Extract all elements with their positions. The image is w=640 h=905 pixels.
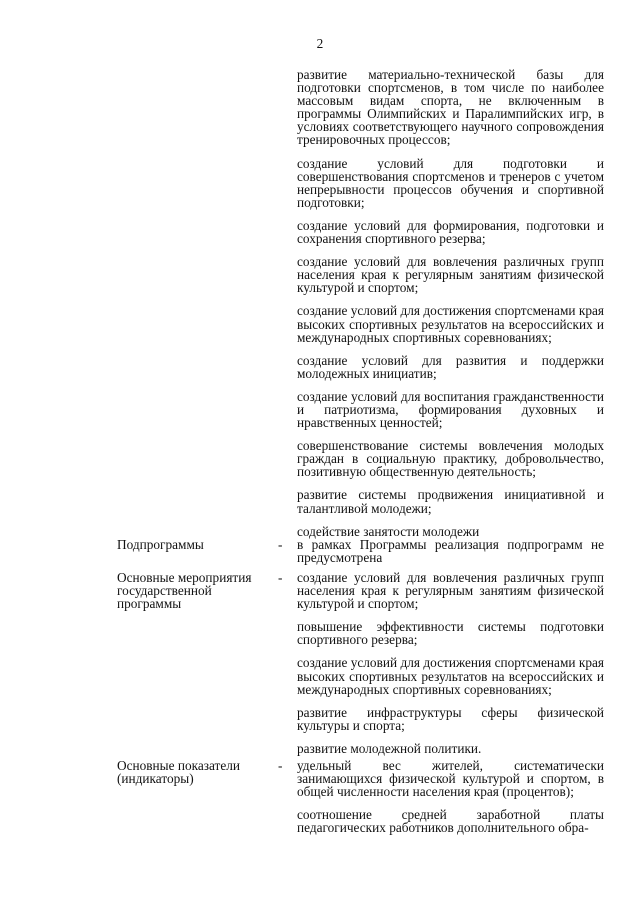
paragraph: в рамках Программы реализация подпрограмм не предусмотрена	[297, 537, 604, 566]
page-number: 2	[316, 36, 324, 51]
row-content-main-activities	[297, 571, 604, 765]
paragraph: развитие молодежной политики.	[297, 740, 482, 756]
paragraph: совершенствование системы вовлечения молодых граждан в социальную практику, добровольчество, позитивную общественную деятельность;	[297, 438, 604, 480]
paragraph: содействие занятости молодежи	[297, 523, 480, 539]
row-label-indicators: Основные показатели (индикаторы)	[117, 758, 241, 787]
row-dash: -	[278, 537, 283, 552]
row-content-indicators	[297, 759, 604, 844]
paragraph: создание условий для формирования, подготовки и сохранения спортивного резерва;	[297, 217, 604, 247]
row-label-main-activities: Основные мероприятия государственной программы	[117, 570, 252, 612]
objectives-continued	[297, 68, 604, 548]
row-dash: -	[278, 758, 283, 773]
paragraph: удельный вес жителей, систематически занимающихся физической культурой и спортом, в общей численности населения края (процентов);	[297, 758, 604, 800]
paragraph: создание условий для подготовки и совершенствования спортсменов и тренеров с учетом непрерывности процессов обучения и спортивной подготовки;	[297, 155, 604, 210]
paragraph: создание условий для достижения спортсменами края высоких спортивных результатов на всероссийских и международных спортивных соревнованиях;	[297, 303, 604, 345]
paragraph: развитие материально-технической базы для подготовки спортсменов, в том числе по наиболее массовым видам спорта, не включенным в программы Олимпийских и Паралимпийских игр, в условиях соответствующего научного сопровождения тренировочных процессов;	[297, 67, 604, 148]
paragraph: создание условий для воспитания гражданственности и патриотизма, формирования духовных и нравственных ценностей;	[297, 388, 604, 431]
paragraph: создание условий для достижения спортсменами края высоких спортивных результатов на всероссийских и международных спортивных соревнованиях;	[297, 655, 604, 697]
paragraph: развитие инфраструктуры сферы физической культуры и спорта;	[297, 704, 604, 733]
paragraph: развитие системы продвижения инициативной и талантливой молодежи;	[297, 487, 604, 516]
paragraph: создание условий для развития и поддержки молодежных инициатив;	[297, 352, 604, 381]
paragraph: создание условий для вовлечения различных групп населения края к регулярным занятиям физической культурой и спортом;	[297, 254, 604, 296]
paragraph: повышение эффективности системы подготовки спортивного резерва;	[297, 619, 604, 648]
paragraph: создание условий для вовлечения различных групп населения края к регулярным занятиям физической культурой и спортом;	[297, 570, 604, 612]
paragraph: соотношение средней заработной платы педагогических работников дополнительного обра-	[297, 807, 604, 836]
row-dash: -	[278, 570, 283, 585]
row-label-subprograms: Подпрограммы	[117, 537, 204, 552]
row-content-subprograms	[297, 538, 604, 574]
